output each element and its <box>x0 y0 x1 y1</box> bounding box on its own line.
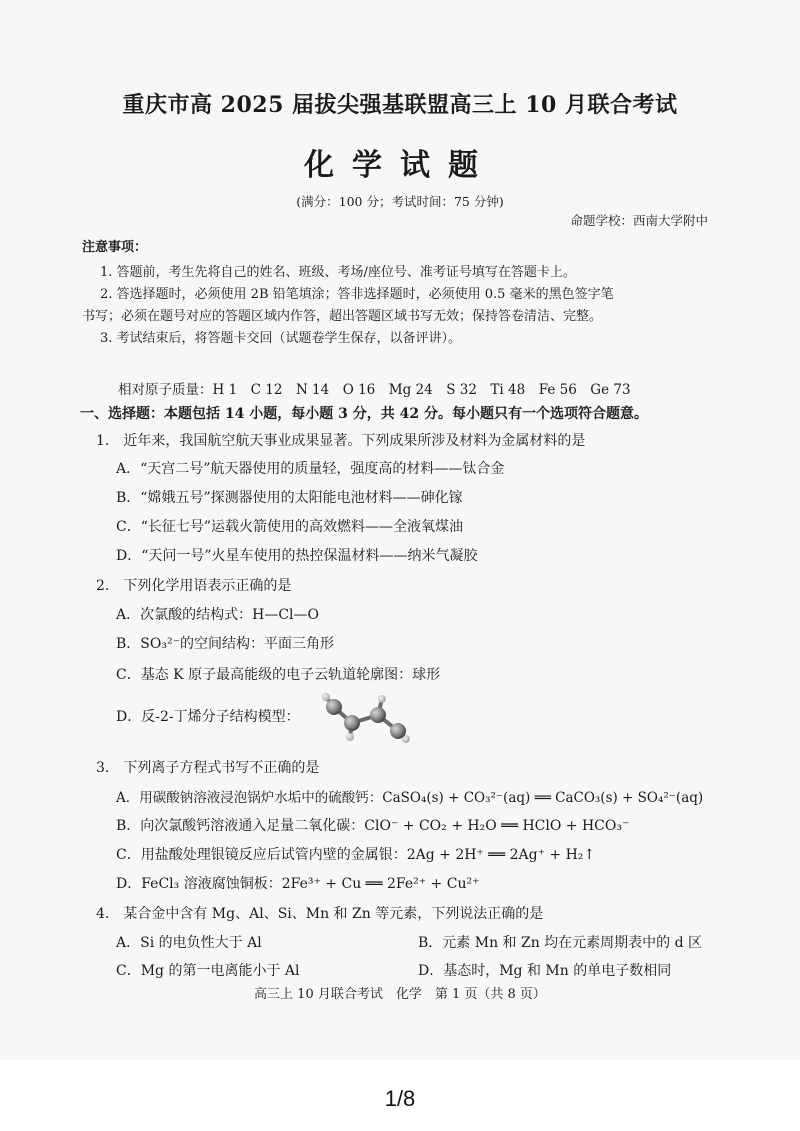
question-2-option-a: A．次氯酸的结构式：H—Cl—O <box>116 607 319 623</box>
question-4-option-b: B．元素 Mn 和 Zn 均在元素周期表中的 d 区 <box>418 935 703 951</box>
question-2-option-d: D．反-2-丁烯分子结构模型： <box>116 709 300 725</box>
question-1-option-b: B．“嫦娥五号”探测器使用的太阳能电池材料——砷化镓 <box>116 490 463 506</box>
notice-item-1: 1. 答题前，考生先将自己的姓名、班级、考场/座位号、准考证号填写在答题卡上。 <box>100 265 576 280</box>
question-3-option-d: D．FeCl₃ 溶液腐蚀铜板：2Fe³⁺ + Cu ══ 2Fe²⁺ + Cu²⁺ <box>116 876 480 892</box>
question-1-stem: 1. 近年来，我国航空航天事业成果显著。下列成果所涉及材料为金属材料的是 <box>96 433 586 449</box>
question-1-option-a: A．“天宫二号”航天器使用的质量轻，强度高的材料——钛合金 <box>116 461 505 477</box>
question-3-option-a: A．用碳酸钠溶液浸泡锅炉水垢中的硫酸钙：CaSO₄(s) + CO₃²⁻(aq) ══ CaCO₃(s) + SO₄²⁻(aq) <box>116 790 704 806</box>
question-1-option-c: C．“长征七号”运载火箭使用的高效燃料——全液氧煤油 <box>116 519 464 535</box>
page-footer: 高三上 10 月联合考试 化学 第 1 页（共 8 页） <box>254 987 546 1002</box>
notice-item-2: 2. 答选择题时，必须使用 2B 铅笔填涂；答非选择题时，必须使用 0.5 毫米的黑色签字笔 <box>100 287 614 302</box>
question-4-stem: 4. 某合金中含有 Mg、Al、Si、Mn 和 Zn 等元素，下列说法正确的是 <box>96 906 544 922</box>
question-1-option-d: D．“天问一号”火星车使用的热控保温材料——纳米气凝胶 <box>116 548 478 564</box>
setting-school: 命题学校：西南大学附中 <box>570 213 708 228</box>
question-4-option-c: C．Mg 的第一电离能小于 Al <box>116 963 300 979</box>
question-2-option-c: C．基态 K 原子最高能级的电子云轨道轮廓图：球形 <box>116 667 441 683</box>
question-4-option-d: D．基态时，Mg 和 Mn 的单电子数相同 <box>418 963 672 979</box>
question-2-option-b: B．SO₃²⁻的空间结构：平面三角形 <box>116 636 334 652</box>
page-indicator: 1/8 <box>384 1086 416 1111</box>
notice-item-2-cont: 书写；必须在题号对应的答题区域内作答，超出答题区域书写无效；保持答卷清洁、完整。 <box>82 309 603 324</box>
atomic-mass-line: 相对原子质量：H 1 C 12 N 14 O 16 Mg 24 S 32 Ti 48 Fe 56 Ge 73 <box>118 382 631 398</box>
question-2-stem: 2. 下列化学用语表示正确的是 <box>96 578 292 594</box>
question-3-stem: 3. 下列离子方程式书写不正确的是 <box>96 760 320 776</box>
question-3-option-c: C．用盐酸处理银镜反应后试管内壁的金属银：2Ag + 2H⁺ ══ 2Ag⁺ + H₂↑ <box>116 847 596 863</box>
section-heading: 一、选择题：本题包括 14 小题，每小题 3 分，共 42 分。每小题只有一个选项符合题意。 <box>80 406 648 422</box>
notice-item-3: 3. 考试结束后，将答题卡交回（试题卷学生保存，以备评讲）。 <box>100 331 462 346</box>
subject-title: 化学试题 <box>304 148 496 183</box>
question-4-option-a: A．Si 的电负性大于 Al <box>116 935 262 951</box>
question-3-option-b: B．向次氯酸钙溶液通入足量二氧化碳：ClO⁻ + CO₂ + H₂O ══ HClO + HCO₃⁻ <box>116 818 630 834</box>
exam-title: 重庆市高 2025 届拔尖强基联盟高三上 10 月联合考试 <box>122 92 678 118</box>
trans-2-butene-model-icon <box>320 685 412 745</box>
notice-heading: 注意事项： <box>82 240 148 255</box>
score-time-note: (满分：100 分；考试时间：75 分钟) <box>296 194 504 209</box>
